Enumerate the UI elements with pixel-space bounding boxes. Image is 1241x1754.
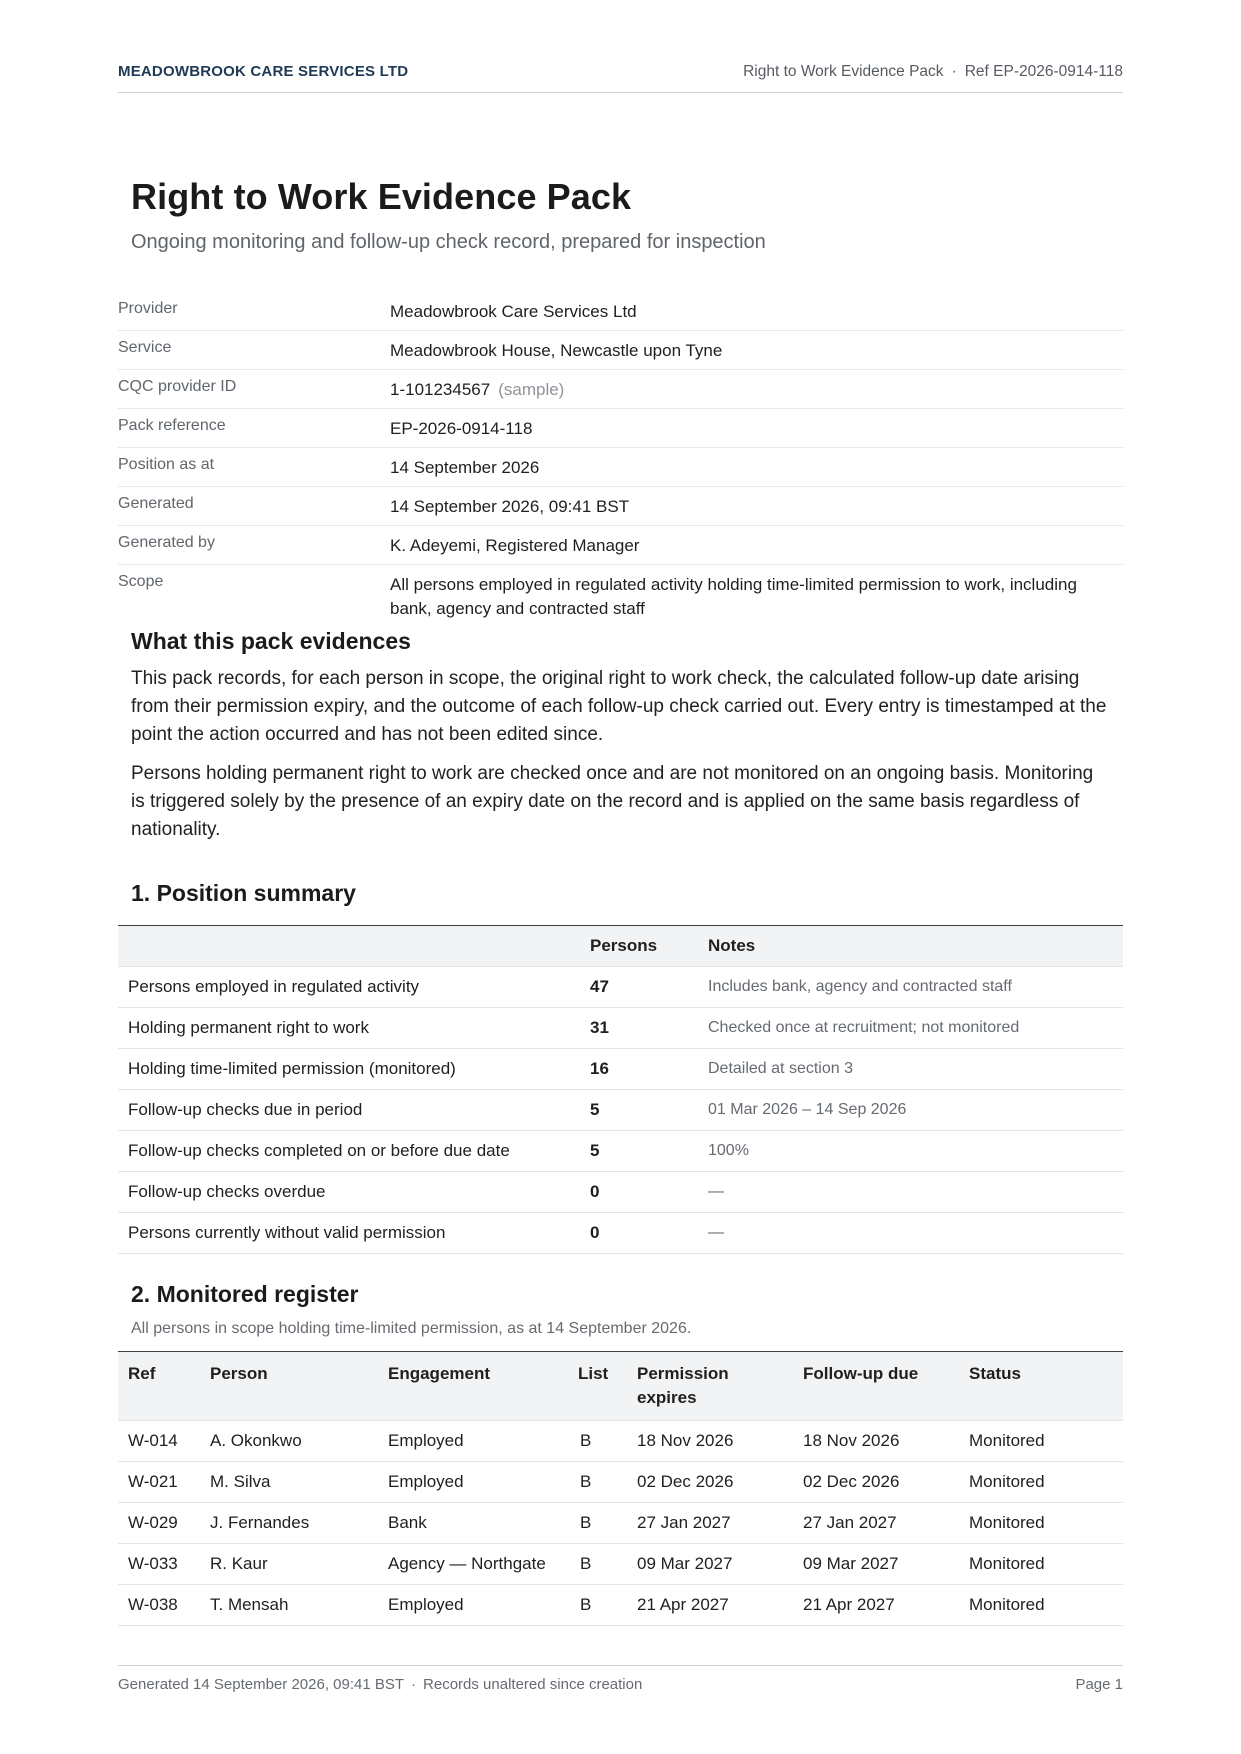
running-header (118, 58, 1123, 93)
detail-value (390, 526, 1123, 564)
detail-value (390, 409, 1123, 447)
detail-value (390, 565, 1123, 627)
summary-persons: 31 (580, 1008, 698, 1049)
summary-persons: 0 (580, 1172, 698, 1213)
summary-note: — (698, 1213, 1123, 1254)
detail-row (118, 526, 1123, 565)
summary-label: Holding permanent right to work (118, 1008, 580, 1049)
organisation-name: MEADOWBROOK CARE SERVICES LTD (118, 63, 409, 80)
register-heading: 2. Monitored register (131, 1281, 359, 1307)
detail-label: CQC provider ID (118, 378, 237, 395)
summary-col-persons: Persons (580, 926, 698, 967)
table-row (118, 1049, 1123, 1090)
detail-value-text: 1-101234567 (390, 380, 491, 399)
footer-separator: · (411, 1676, 417, 1693)
detail-value-text: Meadowbrook Care Services Ltd (390, 302, 637, 321)
detail-value-text: K. Adeyemi, Registered Manager (390, 536, 640, 555)
register-status: Monitored (959, 1503, 1123, 1544)
footer-integrity: Records unaltered since creation (423, 1676, 643, 1693)
summary-heading: 1. Position summary (131, 880, 356, 906)
detail-value (390, 370, 1123, 408)
detail-value (390, 487, 1123, 525)
register-col-permission-expires: Permission expires (627, 1352, 793, 1421)
evidence-paragraph: This pack records, for each person in scope, the original right to work check, the calculated follow-up date arising from their permission expiry, and the outcome of each follow-up check carried out. Every entry is timestamped at the point the action occurred and has not been edited since. (131, 668, 1107, 745)
register-caption: All persons in scope holding time-limited permission, as at 14 September 2026. (131, 1320, 692, 1337)
footer-generated: Generated 14 September 2026, 09:41 BST (118, 1676, 405, 1693)
register-col-status: Status (959, 1352, 1123, 1421)
register-col-follow-up-due: Follow-up due (793, 1352, 959, 1421)
detail-label: Pack reference (118, 417, 226, 434)
detail-value (390, 448, 1123, 486)
register-status: Monitored (959, 1585, 1123, 1626)
summary-label: Follow-up checks due in period (118, 1090, 580, 1131)
page-subtitle: Ongoing monitoring and follow-up check record, prepared for inspection (131, 231, 766, 253)
detail-value-text: 14 September 2026, 09:41 BST (390, 497, 630, 516)
register-list: B (568, 1544, 627, 1585)
register-ref: W-033 (118, 1544, 200, 1585)
header-separator: · (951, 63, 957, 80)
evidence-paragraph: Persons holding permanent right to work are checked once and are not monitored on an ongoing basis. Monitoring is triggered solely by the presence of an expiry date on the record and is applied on the same basis regardless of nationality. (131, 763, 1094, 840)
monitored-register-table (118, 1351, 1123, 1626)
table-row (118, 1213, 1123, 1254)
register-follow-up-due: 02 Dec 2026 (793, 1462, 959, 1503)
sample-note: (sample) (498, 380, 565, 399)
detail-row (118, 448, 1123, 487)
register-permission-expires: 27 Jan 2027 (627, 1503, 793, 1544)
summary-note: 100% (698, 1131, 1123, 1172)
register-col-person: Person (200, 1352, 378, 1421)
summary-persons: 5 (580, 1131, 698, 1172)
register-person: J. Fernandes (200, 1503, 378, 1544)
register-person: M. Silva (200, 1462, 378, 1503)
table-row (118, 1172, 1123, 1213)
register-engagement: Employed (378, 1421, 568, 1462)
register-follow-up-due: 21 Apr 2027 (793, 1585, 959, 1626)
table-row (118, 1503, 1123, 1544)
detail-value-text: Meadowbrook House, Newcastle upon Tyne (390, 341, 723, 360)
footer-left (118, 1676, 642, 1693)
register-follow-up-due: 09 Mar 2027 (793, 1544, 959, 1585)
register-permission-expires: 21 Apr 2027 (627, 1585, 793, 1626)
summary-label: Persons employed in regulated activity (118, 967, 580, 1008)
register-ref: W-029 (118, 1503, 200, 1544)
register-col-ref: Ref (118, 1352, 200, 1421)
detail-value (390, 331, 1123, 369)
register-engagement: Bank (378, 1503, 568, 1544)
summary-note: Includes bank, agency and contracted staff (698, 967, 1123, 1008)
register-person: R. Kaur (200, 1544, 378, 1585)
table-row (118, 1585, 1123, 1626)
header-doc-title: Right to Work Evidence Pack (743, 63, 944, 80)
detail-label: Service (118, 339, 172, 356)
summary-persons: 16 (580, 1049, 698, 1090)
detail-value-text: 14 September 2026 (390, 458, 540, 477)
detail-row (118, 331, 1123, 370)
register-permission-expires: 18 Nov 2026 (627, 1421, 793, 1462)
register-ref: W-014 (118, 1421, 200, 1462)
summary-persons: 47 (580, 967, 698, 1008)
register-list: B (568, 1585, 627, 1626)
register-engagement: Employed (378, 1462, 568, 1503)
summary-label: Holding time-limited permission (monitored) (118, 1049, 580, 1090)
detail-row (118, 565, 1123, 627)
summary-note: — (698, 1172, 1123, 1213)
position-summary-table (118, 925, 1123, 1254)
table-row (118, 1131, 1123, 1172)
summary-note: 01 Mar 2026 – 14 Sep 2026 (698, 1090, 1123, 1131)
register-col-list: List (568, 1352, 627, 1421)
evidence-section (131, 628, 1111, 844)
register-permission-expires: 09 Mar 2027 (627, 1544, 793, 1585)
summary-label: Follow-up checks completed on or before due date (118, 1131, 580, 1172)
summary-col-label (118, 926, 580, 967)
table-row (118, 1090, 1123, 1131)
table-row (118, 967, 1123, 1008)
evidence-heading: What this pack evidences (131, 628, 411, 654)
register-ref: W-021 (118, 1462, 200, 1503)
detail-label: Position as at (118, 456, 215, 473)
register-list: B (568, 1503, 627, 1544)
summary-note: Detailed at section 3 (698, 1049, 1123, 1090)
register-ref: W-038 (118, 1585, 200, 1626)
table-row (118, 1421, 1123, 1462)
header-ref: Ref EP-2026-0914-118 (964, 63, 1123, 80)
detail-row (118, 487, 1123, 526)
page-footer (118, 1665, 1123, 1696)
pack-details (118, 292, 1123, 627)
detail-label: Provider (118, 300, 178, 317)
register-status: Monitored (959, 1421, 1123, 1462)
register-person: A. Okonkwo (200, 1421, 378, 1462)
register-list: B (568, 1421, 627, 1462)
register-header-row (118, 1352, 1123, 1421)
table-row (118, 1544, 1123, 1585)
register-permission-expires: 02 Dec 2026 (627, 1462, 793, 1503)
detail-value-text: All persons employed in regulated activity holding time-limited permission to work, including bank, agency and contracted staff (390, 575, 1077, 618)
register-follow-up-due: 18 Nov 2026 (793, 1421, 959, 1462)
detail-label: Generated (118, 495, 194, 512)
summary-persons: 5 (580, 1090, 698, 1131)
detail-value-text: EP-2026-0914-118 (390, 419, 533, 438)
detail-row (118, 409, 1123, 448)
header-meta (743, 63, 1123, 81)
summary-col-notes: Notes (698, 926, 1123, 967)
page-number: Page 1 (1075, 1676, 1123, 1693)
register-col-engagement: Engagement (378, 1352, 568, 1421)
summary-header-row (118, 926, 1123, 967)
register-engagement: Employed (378, 1585, 568, 1626)
register-person: T. Mensah (200, 1585, 378, 1626)
summary-label: Follow-up checks overdue (118, 1172, 580, 1213)
detail-label: Generated by (118, 534, 215, 551)
detail-row (118, 370, 1123, 409)
detail-value (390, 292, 1123, 330)
detail-label: Scope (118, 573, 164, 590)
register-status: Monitored (959, 1544, 1123, 1585)
register-follow-up-due: 27 Jan 2027 (793, 1503, 959, 1544)
register-engagement: Agency — Northgate (378, 1544, 568, 1585)
table-row (118, 1008, 1123, 1049)
register-list: B (568, 1462, 627, 1503)
summary-persons: 0 (580, 1213, 698, 1254)
detail-row (118, 292, 1123, 331)
page-title: Right to Work Evidence Pack (131, 176, 632, 217)
summary-label: Persons currently without valid permission (118, 1213, 580, 1254)
summary-note: Checked once at recruitment; not monitored (698, 1008, 1123, 1049)
register-status: Monitored (959, 1462, 1123, 1503)
table-row (118, 1462, 1123, 1503)
